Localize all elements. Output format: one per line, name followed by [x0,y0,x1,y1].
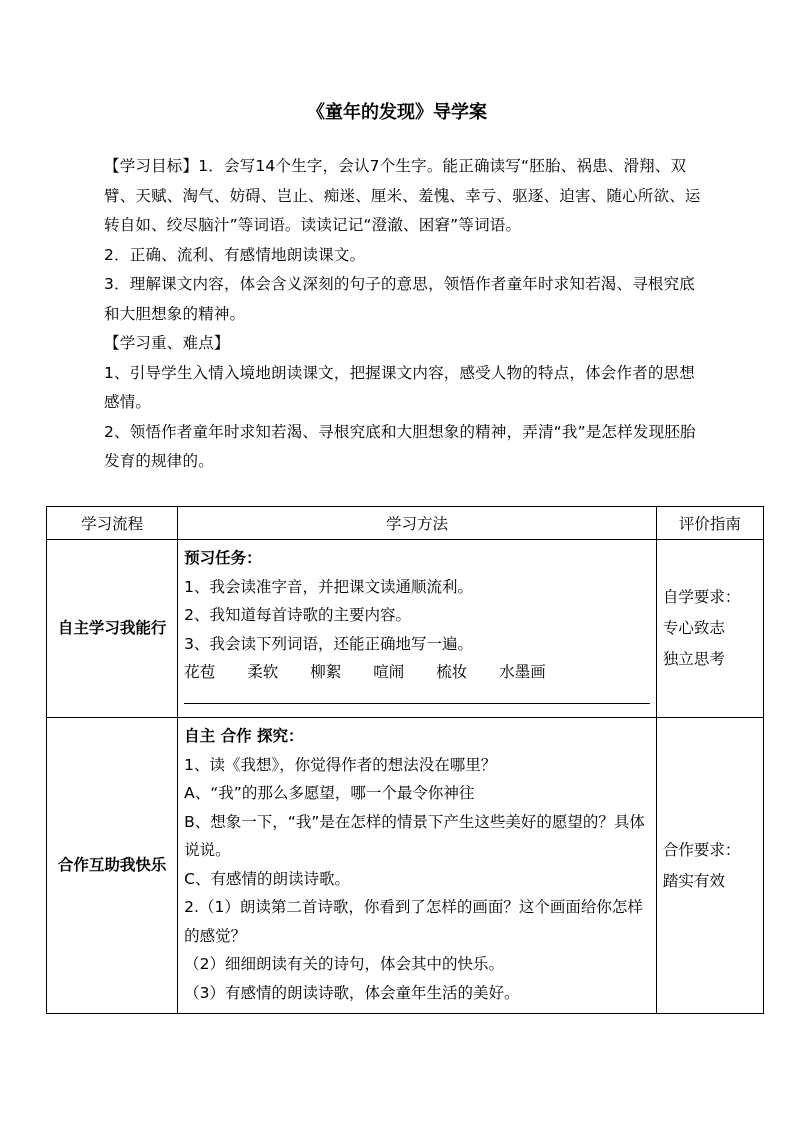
eval-cell-self-study [656,540,763,718]
vocabulary-list [184,658,650,687]
table-row [47,540,764,718]
cooperation-heading: 自主 合作 探究： [184,727,304,745]
preview-task-2: 2、我知道每首诗歌的主要内容。 [184,606,412,624]
preview-task-3: 3、我会读下列词语，还能正确地写一遍。 [184,634,474,653]
goal-item-2: 2．正确、流利、有感情地朗读课文。 [104,245,366,264]
header-evaluation: 评价指南 [656,507,763,540]
table-header-row [47,507,764,540]
eval-line: 踏实有效 [662,871,725,890]
header-method: 学习方法 [178,507,657,540]
eval-line: 独立思考 [662,650,725,668]
stage-cooperation: 合作互助我快乐 [47,718,178,1014]
vocab-word: 柔软 [247,663,279,681]
preview-task-1: 1、我会读准字音，并把课文读通顺流利。 [184,577,474,596]
goals-section [104,152,704,477]
method-cell-cooperation [178,718,657,1014]
question-1a: A、“我”的那么多愿望，哪一个最令你神往 [184,784,475,802]
question-1b: B、想象一下，“我”是在怎样的情景下产生这些美好的愿望的？具体说说。 [184,812,645,859]
key-point-2: 2、领悟作者童年时求知若渴、寻根究底和大胆想象的精神，弄清“我”是怎样发现胚胎发育的规律的。 [104,422,696,470]
document-title: 《童年的发现》导学案 [307,102,487,123]
vocab-word: 花苞 [184,663,216,681]
study-plan-table [46,506,764,1014]
question-2-1: 2.（1）朗读第二首诗歌，你看到了怎样的画面？这个画面给你怎样的感觉？ [184,898,643,945]
eval-title: 合作要求： [662,840,741,859]
preview-task-heading: 预习任务： [184,549,262,567]
learning-goals-paragraph: 【学习目标】1．会写14个生字，会认7个生字。能正确读写“胚胎、祸患、滑翔、双臂、天赋、淘气、妨碍、岂止、痴迷、厘米、羞愧、幸亏、驱逐、迫害、随心所欲、运转自如、绞尽脑汁”等词语。读读记记“澄澈、困窘”等词语。 [104,157,701,234]
vocab-word: 水墨画 [499,663,546,681]
question-2-3: （3）有感情的朗读诗歌，体会童年生活的美好。 [184,983,520,1002]
writing-line [184,695,650,704]
eval-line: 专心致志 [662,619,725,637]
table-row [47,718,764,1014]
stage-self-study: 自主学习我能行 [47,540,178,718]
key-points-heading: 【学习重、难点】 [104,334,230,352]
vocab-word: 柳絮 [310,663,342,681]
question-1c: C、有感情的朗读诗歌。 [184,869,350,888]
eval-cell-cooperation [656,718,763,1014]
goal-item-3: 3．理解课文内容，体会含义深刻的句子的意思，领悟作者童年时求知若渴、寻根究底和大胆想象的精神。 [104,275,695,323]
header-process: 学习流程 [47,507,178,540]
eval-title: 自学要求： [662,588,741,606]
question-2-2: （2）细细朗读有关的诗句，体会其中的快乐。 [184,955,505,973]
question-1: 1、读《我想》，你觉得作者的想法没在哪里？ [184,755,497,774]
key-point-1: 1、引导学生入情入境地朗读课文，把握课文内容，感受人物的特点，体会作者的思想感情。 [104,363,695,411]
vocab-word: 喧闹 [373,663,405,681]
vocab-word: 梳妆 [436,663,468,681]
method-cell-preview [178,540,657,718]
